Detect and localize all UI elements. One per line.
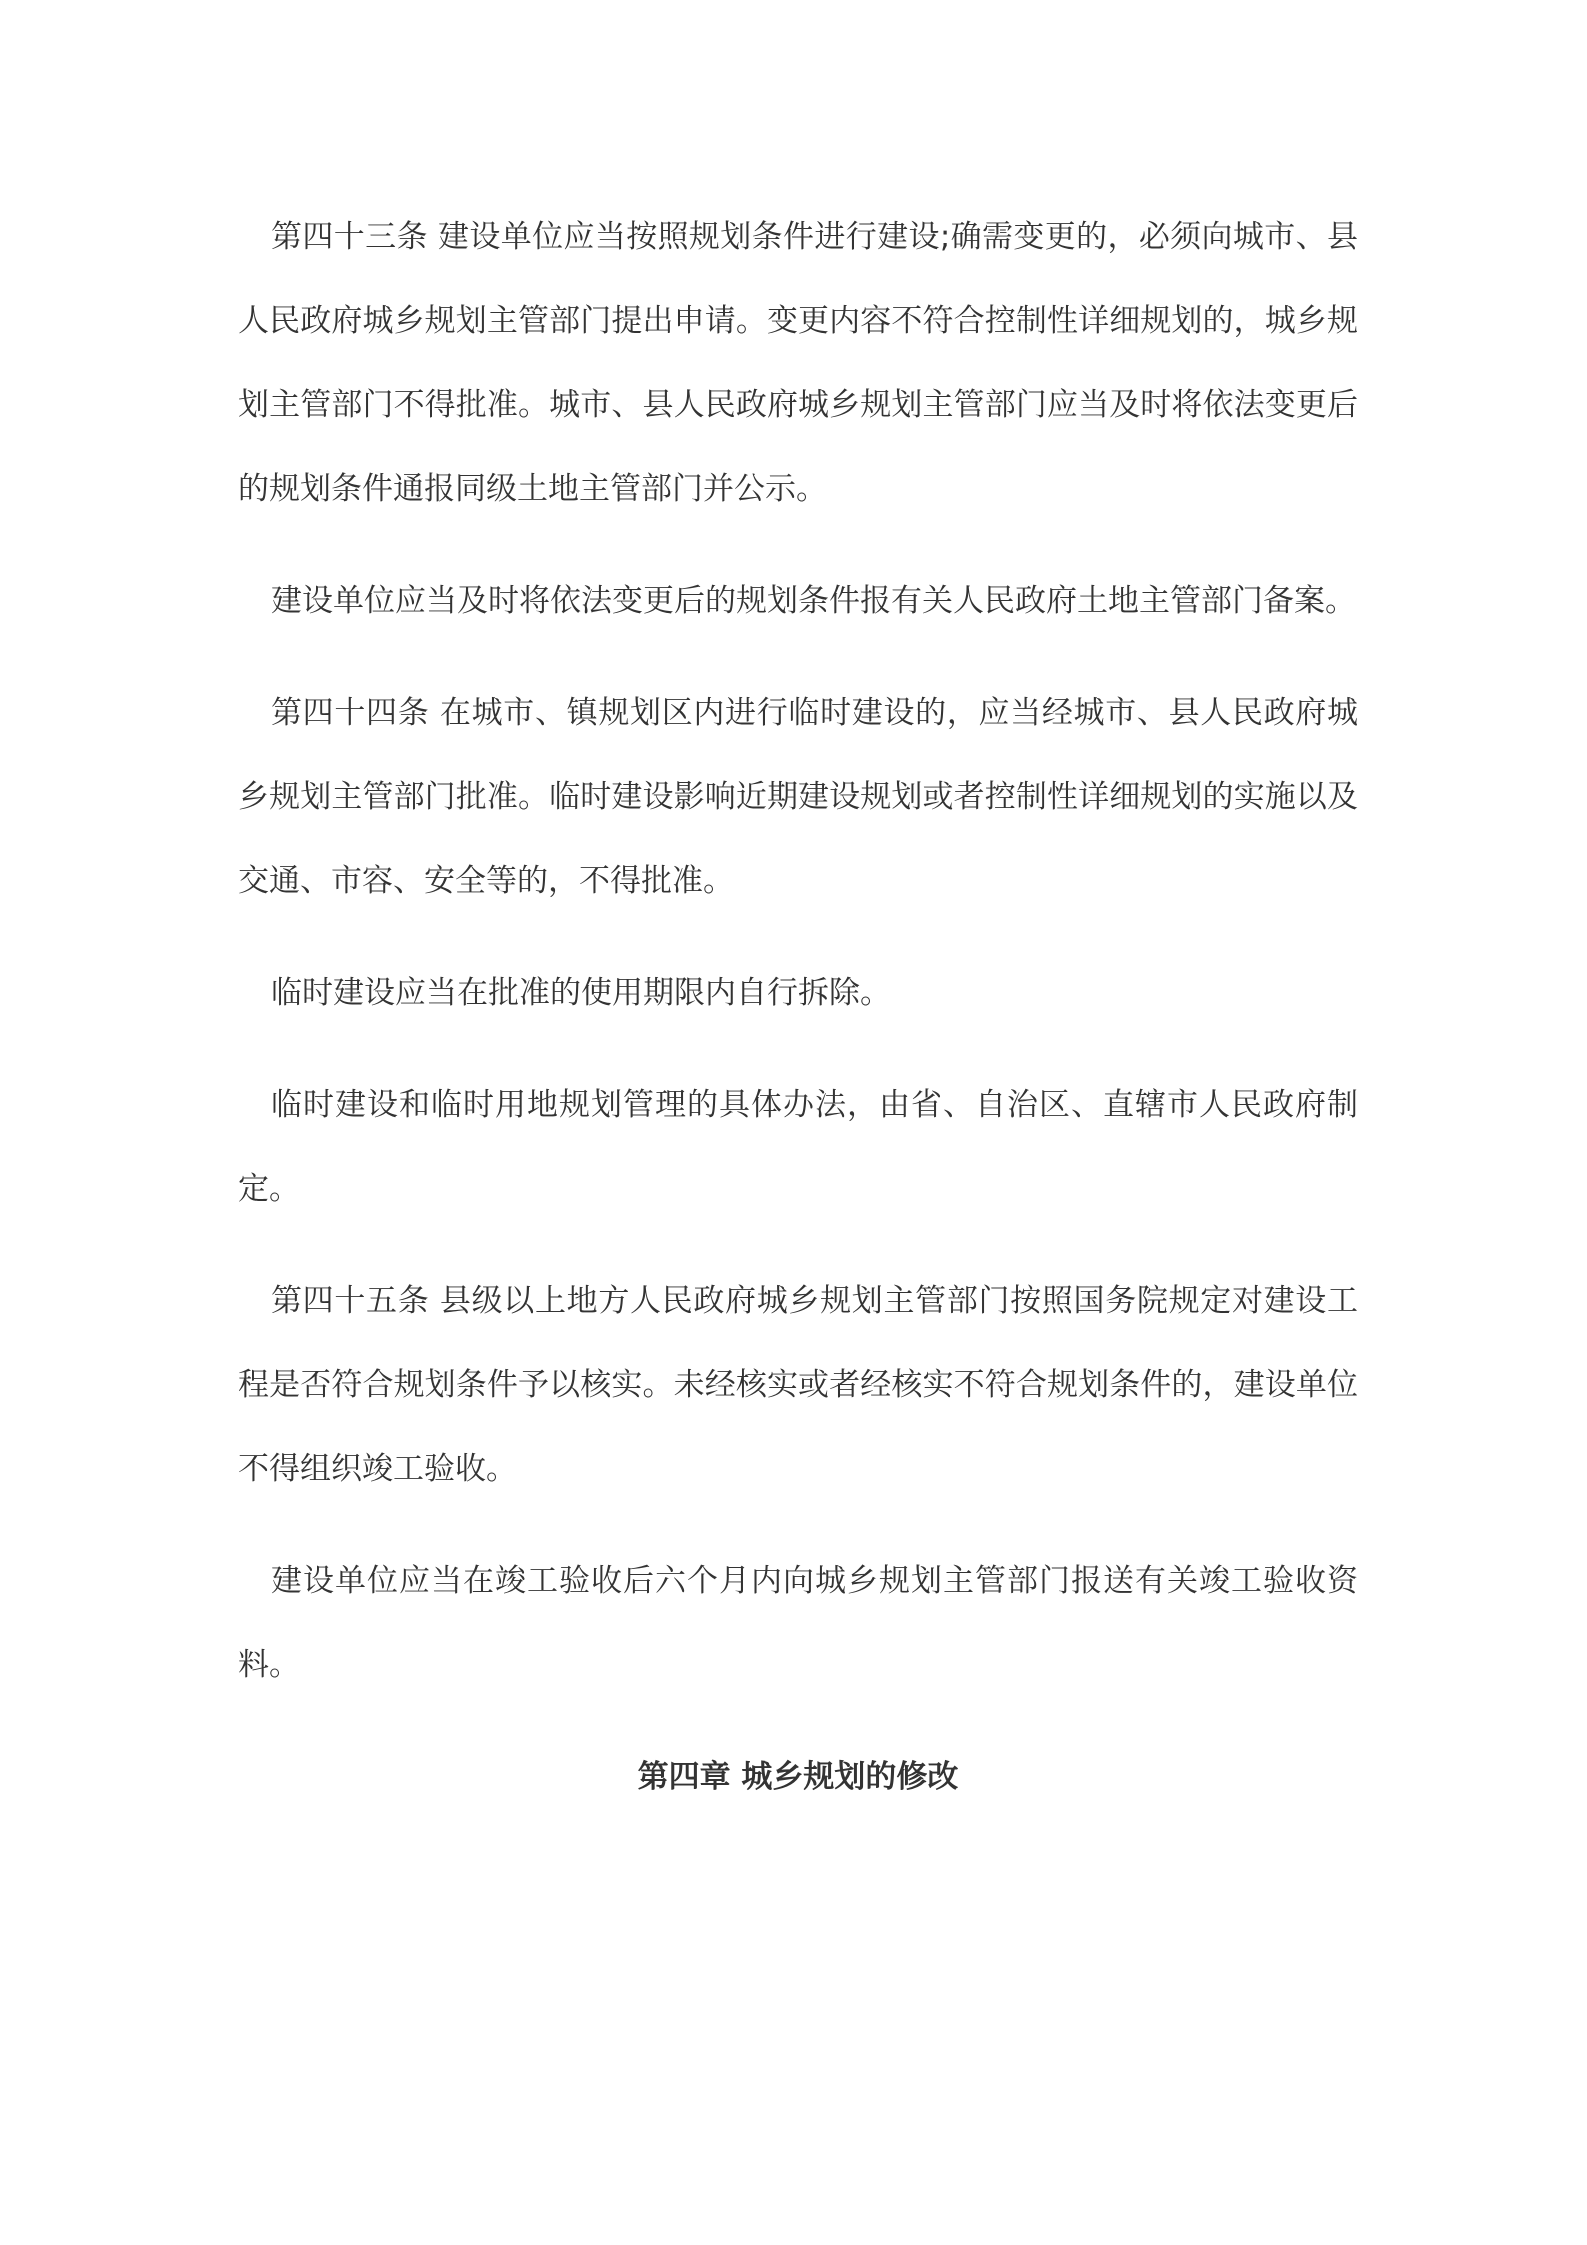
document-body: [238, 195, 1358, 1819]
article-45-paragraph: 第四十五条 县级以上地方人民政府城乡规划主管部门按照国务院规定对建设工程是否符合规划条件予以核实。未经核实或者经核实不符合规划条件的，建设单位不得组织竣工验收。: [238, 1283, 1358, 1487]
article-44-paragraph: 第四十四条 在城市、镇规划区内进行临时建设的，应当经城市、县人民政府城乡规划主管部门批准。临时建设影响近期建设规划或者控制性详细规划的实施以及交通、市容、安全等的，不得批准。: [238, 695, 1358, 899]
article-43-paragraph: 第四十三条 建设单位应当按照规划条件进行建设;确需变更的，必须向城市、县人民政府城乡规划主管部门提出申请。变更内容不符合控制性详细规划的，城乡规划主管部门不得批准。城市、县人民政府城乡规划主管部门应当及时将依法变更后的规划条件通报同级土地主管部门并公示。: [238, 219, 1358, 507]
article-43-filing-paragraph: 建设单位应当及时将依法变更后的规划条件报有关人民政府土地主管部门备案。: [271, 583, 1356, 619]
article-44-demolition-paragraph: 临时建设应当在批准的使用期限内自行拆除。: [271, 975, 891, 1011]
article-45-records-paragraph: 建设单位应当在竣工验收后六个月内向城乡规划主管部门报送有关竣工验收资料。: [238, 1563, 1358, 1683]
article-44-measures-paragraph: 临时建设和临时用地规划管理的具体办法，由省、自治区、直辖市人民政府制定。: [238, 1087, 1358, 1207]
chapter-heading: 第四章 城乡规划的修改: [637, 1759, 959, 1795]
